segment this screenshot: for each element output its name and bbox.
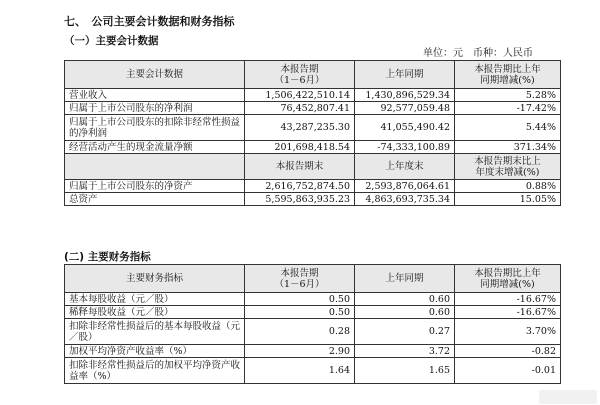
change-value: 371.34%: [455, 141, 561, 154]
table-header-row: [65, 265, 561, 293]
change-value: -0.82: [455, 345, 561, 358]
table-row: [65, 358, 561, 384]
table-header-row: [65, 61, 561, 89]
prior-value: 0.60: [355, 293, 455, 306]
column-header: 上年同期: [355, 61, 455, 89]
current-value: 1.64: [245, 358, 355, 384]
column-header: 本报告期 （1－6月）: [245, 61, 355, 89]
row-label: 加权平均净资产收益率（%）: [65, 345, 245, 358]
prior-value: 0.60: [355, 306, 455, 319]
table-row: [65, 319, 561, 345]
row-label: 稀释每股收益（元／股）: [65, 306, 245, 319]
prior-value: 0.27: [355, 319, 455, 345]
row-label: 总资产: [65, 193, 245, 206]
row-label: 扣除非经常性损益后的加权平均净资产收益率（%）: [65, 358, 245, 384]
column-header: 主要会计数据: [65, 61, 245, 89]
table-row: [65, 89, 561, 102]
current-value: 201,698,418.54: [245, 141, 355, 154]
prior-value: 3.72: [355, 345, 455, 358]
current-value: 76,452,807.41: [245, 102, 355, 115]
current-value: 43,287,235.30: [245, 115, 355, 141]
table-row: [65, 293, 561, 306]
change-value: 5.28%: [455, 89, 561, 102]
current-value: 5,595,863,935.23: [245, 193, 355, 206]
table-row: [65, 180, 561, 193]
table-row: [65, 141, 561, 154]
financial-indicators-title: (二) 主要财务指标: [64, 251, 151, 263]
unit-currency-note: 单位：元 币种：人民币: [423, 48, 533, 59]
column-header: 本报告期 （1－6月）: [245, 265, 355, 293]
row-label: 经营活动产生的现金流量净额: [65, 141, 245, 154]
row-label: 归属于上市公司股东的扣除非经常性损益的净利润: [65, 115, 245, 141]
change-value: 3.70%: [455, 319, 561, 345]
column-header: 本报告期比上年 同期增减(%): [455, 265, 561, 293]
column-header: 本报告期末: [245, 154, 355, 180]
current-value: 1,506,422,510.14: [245, 89, 355, 102]
current-value: 0.50: [245, 306, 355, 319]
table-row: [65, 115, 561, 141]
current-value: 2.90: [245, 345, 355, 358]
prior-value: -74,333,100.89: [355, 141, 455, 154]
accounting-data-title: （一）主要会计数据: [64, 35, 159, 47]
row-label: 归属于上市公司股东的净利润: [65, 102, 245, 115]
prior-value: 41,055,490.42: [355, 115, 455, 141]
row-label: 基本每股收益（元／股）: [65, 293, 245, 306]
change-value: -16.67%: [455, 293, 561, 306]
row-label: 扣除非经常性损益后的基本每股收益（元／股）: [65, 319, 245, 345]
column-header: 上年同期: [355, 265, 455, 293]
table-subheader-row: [65, 154, 561, 180]
column-header: 本报告期比上年 同期增减(%): [455, 61, 561, 89]
blank-header-cell: [65, 154, 245, 180]
change-value: -0.01: [455, 358, 561, 384]
table-row: [65, 306, 561, 319]
current-value: 0.50: [245, 293, 355, 306]
change-value: -17.42%: [455, 102, 561, 115]
prior-value: 2,593,876,064.61: [355, 180, 455, 193]
change-value: 15.05%: [455, 193, 561, 206]
table-row: [65, 345, 561, 358]
column-header: 本报告期末比上 年度末增减(%): [455, 154, 561, 180]
table-row: [65, 193, 561, 206]
accounting-data-table: [64, 60, 561, 206]
prior-value: 4,863,693,735.34: [355, 193, 455, 206]
row-label: 归属于上市公司股东的净资产: [65, 180, 245, 193]
change-value: 0.88%: [455, 180, 561, 193]
column-header: 上年度末: [355, 154, 455, 180]
watermark-logo: [539, 390, 597, 404]
change-value: 5.44%: [455, 115, 561, 141]
prior-value: 1.65: [355, 358, 455, 384]
prior-value: 1,430,896,529.34: [355, 89, 455, 102]
current-value: 0.28: [245, 319, 355, 345]
row-label: 营业收入: [65, 89, 245, 102]
table-row: [65, 102, 561, 115]
change-value: -16.67%: [455, 306, 561, 319]
prior-value: 92,577,059.48: [355, 102, 455, 115]
financial-indicators-table: [64, 264, 561, 384]
column-header: 主要财务指标: [65, 265, 245, 293]
current-value: 2,616,752,874.50: [245, 180, 355, 193]
section-title: 七、 公司主要会计数据和财务指标: [64, 15, 235, 28]
